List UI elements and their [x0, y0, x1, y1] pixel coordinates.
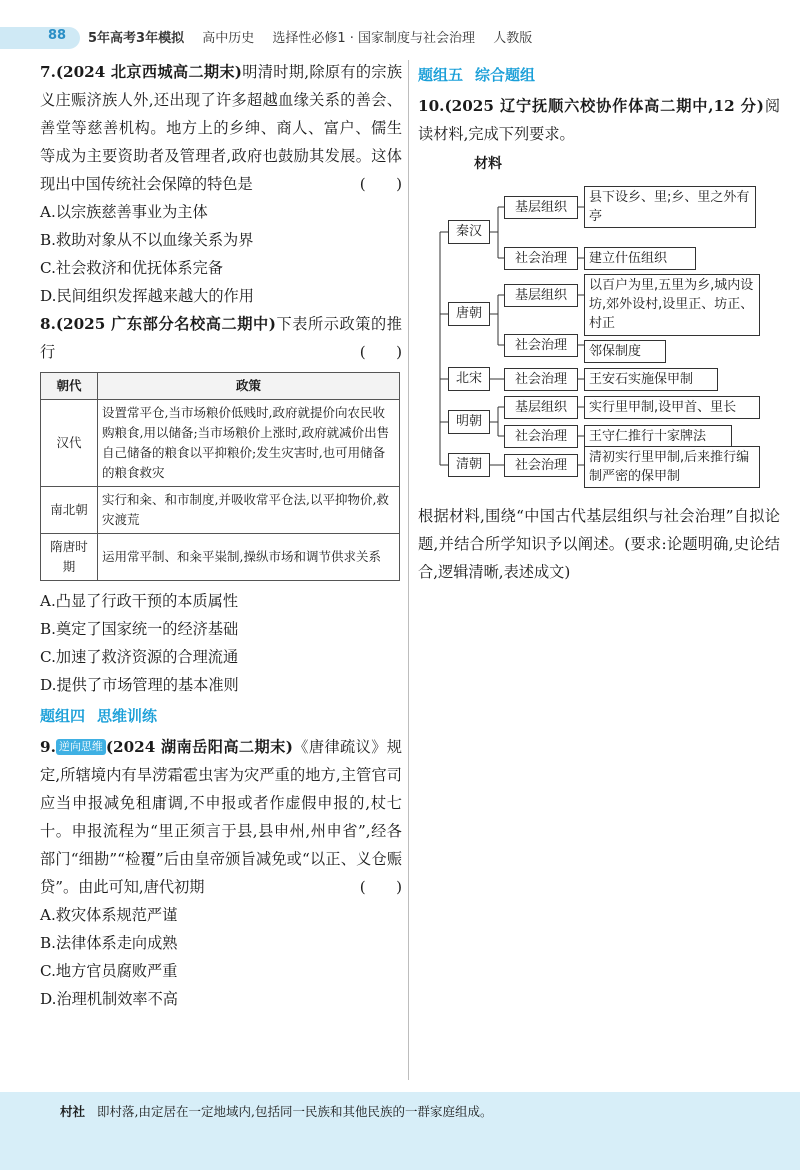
- option-d: D.民间组织发挥越来越大的作用: [40, 287, 254, 305]
- question-source: (2025 辽宁抚顺六校协作体高二期中,12 分): [444, 97, 764, 115]
- left-column: [40, 58, 402, 1013]
- group-name: 综合题组: [475, 66, 536, 84]
- question-9: [40, 733, 402, 901]
- category-grassroots: 基层组织: [504, 396, 578, 419]
- table-row: [41, 534, 400, 581]
- question-number: 7.: [40, 63, 56, 81]
- group-title-4: [40, 701, 402, 731]
- dynasty-qinhan: 秦汉: [448, 220, 490, 244]
- group-label: 题组四: [40, 707, 86, 725]
- option-c: C.社会救济和优抚体系完备: [40, 259, 223, 277]
- item-ming-gov: 王守仁推行十家牌法: [584, 425, 732, 448]
- item-ming-org: 实行里甲制,设甲首、里长: [584, 396, 760, 419]
- category-governance: 社会治理: [504, 425, 578, 448]
- question-8: [40, 310, 402, 366]
- item-qinhan-gov: 建立什伍组织: [584, 247, 696, 270]
- category-governance: 社会治理: [504, 454, 578, 477]
- answer-paren: ( ): [359, 878, 402, 896]
- governance-diagram: [418, 180, 780, 484]
- question-stem: 明清时期,除原有的宗族义庄赈济族人外,还出现了许多超越血缘关系的善会、善堂等慈善机构。地方上的乡绅、商人、富户、儒生等成为主要资助者及管理者,政府也鼓励其发展。这体现出中国传统社会保障的特色是: [40, 63, 403, 193]
- series-name: 5年高考3年模拟: [88, 31, 185, 46]
- column-divider: [408, 60, 409, 1080]
- option-d: D.治理机制效率不高: [40, 990, 178, 1008]
- question-stem: 下表所示政策的推行: [40, 315, 402, 361]
- table-header: 政策: [98, 373, 400, 400]
- answer-paren: ( ): [359, 175, 402, 193]
- publisher-name: 人教版: [493, 31, 533, 46]
- table-header-row: [41, 373, 400, 400]
- item-qing-gov: 清初实行里甲制,后来推行编制严密的保甲制: [584, 446, 760, 488]
- footer-term: 村社: [60, 1104, 86, 1119]
- category-governance: 社会治理: [504, 247, 578, 270]
- policy-cell: 实行和籴、和市制度,并吸收常平仓法,以平抑物价,救灾渡荒: [98, 487, 400, 534]
- option-a: A.救灾体系规范严谨: [40, 906, 178, 924]
- question-source: (2024 北京西城高二期末): [55, 63, 242, 81]
- dynasty-tang: 唐朝: [448, 302, 490, 326]
- dynasty-song: 北宋: [448, 367, 490, 391]
- dynasty-ming: 明朝: [448, 410, 490, 434]
- footer-note: [0, 1092, 800, 1170]
- question-number: 10.: [418, 97, 445, 115]
- answer-paren: ( ): [359, 343, 402, 361]
- option-b: B.救助对象从不以血缘关系为界: [40, 231, 254, 249]
- page-number-badge: [0, 27, 80, 49]
- item-song-gov: 王安石实施保甲制: [584, 368, 718, 391]
- question-source: (2025 广东部分名校高二期中): [55, 315, 276, 333]
- item-tang-gov: 邻保制度: [584, 340, 666, 363]
- question-number: 9.: [40, 738, 56, 756]
- question-number: 8.: [40, 315, 56, 333]
- item-tang-org: 以百户为里,五里为乡,城内设坊,郊外设村,设里正、坊正、村正: [584, 274, 760, 336]
- material-title: 材料: [474, 156, 502, 172]
- header-text: [88, 27, 546, 46]
- question-stem: 《唐律疏议》规定,所辖境内有旱涝霜雹虫害为灾严重的地方,主管官司应当申报减免租庸调,不申报或者作虚假申报的,杖七十。申报流程为“里正须言于县,县申州,州申省”,经各部门“细勘”“检覆”后由皇帝颁旨减免或“以正、义仓赈贷”。由此可知,唐代初期: [40, 738, 402, 896]
- subject-name: 高中历史: [202, 31, 255, 46]
- option-d: D.提供了市场管理的基本准则: [40, 676, 239, 694]
- category-governance: 社会治理: [504, 334, 578, 357]
- question-10: [418, 92, 780, 148]
- policy-table: [40, 372, 400, 581]
- footer-text: [60, 1102, 492, 1120]
- group-label: 题组五: [418, 66, 464, 84]
- table-row: [41, 487, 400, 534]
- item-qinhan-org: 县下设乡、里;乡、里之外有亭: [584, 186, 756, 228]
- question-10-task: 根据材料,围绕“中国古代基层组织与社会治理”自拟论题,并结合所学知识予以阐述。(要求:论题明确,史论结合,逻辑清晰,表述成文): [418, 507, 780, 581]
- group-title-5: [418, 60, 780, 90]
- question-source: (2024 湖南岳阳高二期末): [105, 738, 293, 756]
- era-cell: 隋唐时期: [41, 534, 98, 581]
- table-header: 朝代: [41, 373, 98, 400]
- category-governance: 社会治理: [504, 368, 578, 391]
- group-name: 思维训练: [97, 707, 158, 725]
- option-b: B.奠定了国家统一的经济基础: [40, 620, 239, 638]
- question-7: [40, 58, 402, 198]
- policy-cell: 设置常平仓,当市场粮价低贱时,政府就提价向农民收购粮食,用以储备;当市场粮价上涨时,政府就减价出售自己储备的粮食以平抑粮价;发生灾害时,也可用储备的粮食救灾: [98, 400, 400, 487]
- option-c: C.地方官员腐败严重: [40, 962, 178, 980]
- page-number: 88: [48, 28, 67, 43]
- option-a: A.凸显了行政干预的本质属性: [40, 592, 239, 610]
- right-column: [418, 58, 780, 586]
- era-cell: 南北朝: [41, 487, 98, 534]
- page-header: [0, 0, 800, 54]
- footer-definition: 即村落,由定居在一定地域内,包括同一民族和其他民族的一群家庭组成。: [97, 1104, 493, 1119]
- era-cell: 汉代: [41, 400, 98, 487]
- option-a: A.以宗族慈善事业为主体: [40, 203, 208, 221]
- question-stem: 阅读材料,完成下列要求。: [418, 97, 781, 143]
- book-name: 选择性必修1 · 国家制度与社会治理: [272, 31, 476, 46]
- dynasty-qing: 清朝: [448, 453, 490, 477]
- thinking-tag: 逆向思维: [56, 739, 106, 755]
- table-row: [41, 400, 400, 487]
- policy-cell: 运用常平制、和籴平粜制,操纵市场和调节供求关系: [98, 534, 400, 581]
- option-b: B.法律体系走向成熟: [40, 934, 178, 952]
- category-grassroots: 基层组织: [504, 196, 578, 219]
- category-grassroots: 基层组织: [504, 284, 578, 307]
- option-c: C.加速了救济资源的合理流通: [40, 648, 239, 666]
